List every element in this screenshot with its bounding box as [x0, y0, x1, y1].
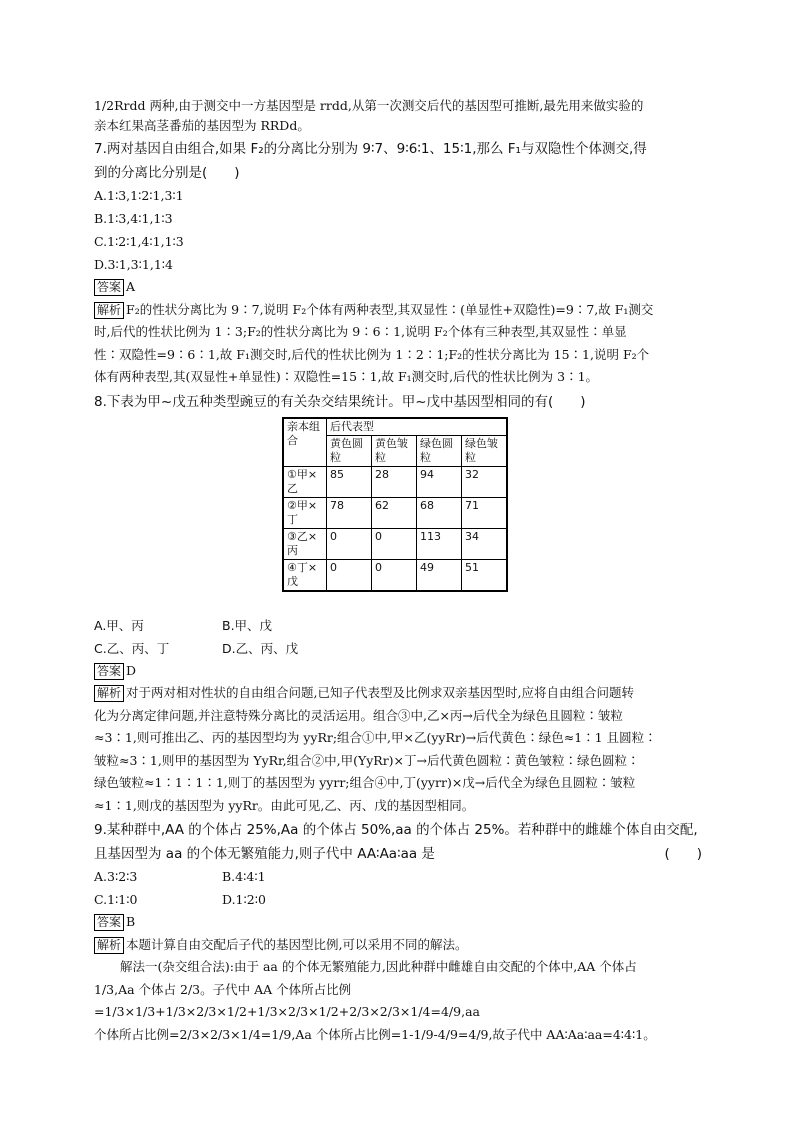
- table-row: [283, 528, 507, 559]
- q8-analysis: [94, 682, 702, 817]
- table-row-label: ②甲×丁: [283, 497, 327, 528]
- table-column-header: 黄色圆粒: [327, 435, 372, 466]
- table-group-header: 后代表型: [327, 418, 508, 436]
- table-row-label: ③乙×丙: [283, 528, 327, 559]
- table-cell: 0: [372, 559, 417, 591]
- q8-options-row-2: [94, 637, 702, 660]
- q7-option-b: B.1∶3,4∶1,1∶3: [94, 211, 173, 226]
- q8-analysis-line: ≈1∶1,则戊的基因型为 yyRr。由此可见,乙、丙、戊的基因型相同。: [94, 797, 475, 813]
- q7-option-c: C.1∶2∶1,4∶1,1∶3: [94, 234, 184, 249]
- q7-option-a: A.1∶3,1∶2∶1,3∶1: [94, 188, 184, 203]
- q9-option-b: B.4∶4∶1: [222, 869, 266, 884]
- table-cell: 0: [372, 528, 417, 559]
- table-cell: 78: [327, 497, 372, 528]
- prev-analysis-line-2: 亲本红果高茎番茄的基因型为 RRDd。: [94, 118, 310, 133]
- q7-analysis-line: 体有两种表型,其(双显性+单显性)∶双隐性=15∶1,故 F₁测交时,后代的性状比例为 3∶1。: [94, 369, 599, 384]
- q9-analysis-line: 个体所占比例=2/3×2/3×1/4=1/9,Aa 个体所占比例=1-1/9-4/9=4/9,故子代中 AA∶Aa∶aa=4∶4∶1。: [94, 1026, 656, 1042]
- q7-stem-line-1: 7.两对基因自由组合,如果 F₂的分离比分别为 9∶7、9∶6∶1、15∶1,那么 F₁与双隐性个体测交,得: [94, 141, 647, 157]
- answer-tag: 答案: [94, 663, 124, 680]
- q7-analysis: [94, 299, 702, 389]
- table-row: [283, 559, 507, 591]
- q9-stem-line-2: [94, 843, 702, 865]
- table-cell: 34: [462, 528, 508, 559]
- q8-option-a: A.甲、丙: [94, 617, 144, 633]
- q8-option-b: B.甲、戊: [222, 617, 273, 633]
- table-cell: 113: [417, 528, 462, 559]
- table-row: [283, 497, 507, 528]
- q9-analysis: [94, 934, 702, 1047]
- q8-analysis-line: 绿色皱粒≈1∶1∶1∶1,则丁的基因型为 yyrr;组合④中,丁(yyrr)×戊→后代全为绿色且圆粒∶皱粒: [94, 775, 636, 790]
- table-cell: 49: [417, 559, 462, 591]
- q8-analysis-line: ≈3∶1,则可推出乙、丙的基因型均为 yyRr;组合①中,甲×乙(yyRr)→后代黄色∶绿色≈1∶1 且圆粒∶: [94, 730, 657, 745]
- q8-analysis-line: 对于两对相对性状的自由组合问题,已知子代表型及比例求双亲基因型时,应将自由组合问题转: [126, 685, 634, 700]
- q7-analysis-line: F₂的性状分离比为 9∶7,说明 F₂个体有两种表型,其双显性∶(单显性+双隐性)=9∶7,故 F₁测交: [126, 301, 654, 317]
- prev-analysis-line-1: 1/2Rrdd 两种,由于测交中一方基因型是 rrdd,从第一次测交后代的基因型可推断,最先用来做实验的: [94, 98, 644, 113]
- analysis-tag: 解析: [94, 302, 124, 319]
- q9-answer-value: B: [126, 914, 136, 929]
- table-cell: 62: [372, 497, 417, 528]
- table-row-label: ①甲×乙: [283, 466, 327, 497]
- q9-analysis-line: 1/3,Aa 个体占 2/3。子代中 AA 个体所占比例=1/3×1/3+1/3×2/3×1/2+1/3×2/3×1/2+2/3×2/3×1/4=4/9,aa: [94, 981, 480, 1019]
- q9-answer: [94, 911, 702, 934]
- q9-option-a: A.3∶2∶3: [94, 869, 138, 884]
- q8-option-d: D.乙、丙、戊: [222, 640, 299, 656]
- table-cell: 68: [417, 497, 462, 528]
- q7-answer-value: A: [126, 279, 136, 294]
- table-cell: 94: [417, 466, 462, 497]
- q9-option-c: C.1∶1∶0: [94, 892, 138, 907]
- q7-analysis-line: 时,后代的性状比例为 1∶3;F₂的性状分离比为 9∶6∶1,说明 F₂个体有三种表型,其双显性∶单显: [94, 324, 627, 339]
- table-cell: 71: [462, 497, 508, 528]
- q9-answer-blank: ( ): [664, 846, 702, 862]
- q8-analysis-line: 皱粒≈3∶1,则甲的基因型为 YyRr,组合②中,甲(YyRr)×丁→后代黄色圆粒∶黄色皱粒∶绿色圆粒∶: [94, 752, 640, 768]
- document-page: [94, 96, 702, 1046]
- q9-stem-line-1: 9.某种群中,AA 的个体占 25%,Aa 的个体占 50%,aa 的个体占 25%。若种群中的雌雄个体自由交配,: [94, 822, 698, 838]
- q8-answer: [94, 660, 702, 683]
- table-cell: 85: [327, 466, 372, 497]
- table-cell: 32: [462, 466, 508, 497]
- table-cell: 28: [372, 466, 417, 497]
- q8-options-row-1: [94, 614, 702, 637]
- table-cell: 0: [327, 559, 372, 591]
- q9-analysis-intro: 本题计算自由交配后子代的基因型比例,可以采用不同的解法。: [126, 936, 468, 952]
- q8-stem: 8.下表为甲~戊五种类型豌豆的有关杂交结果统计。甲~戊中基因型相同的有( ): [94, 393, 586, 410]
- cross-results-table: [282, 417, 508, 592]
- q8-option-c: C.乙、丙、丁: [94, 640, 170, 656]
- answer-tag: 答案: [94, 914, 124, 931]
- q8-analysis-line: 化为分离定律问题,并注意特殊分离比的灵活运用。组合③中,乙×丙→后代全为绿色且圆粒∶皱粒: [94, 707, 623, 723]
- answer-tag: 答案: [94, 279, 124, 296]
- table-row-label: ④丁×戊: [283, 559, 327, 591]
- q9-option-d: D.1∶2∶0: [222, 892, 266, 907]
- q7-analysis-line: 性∶双隐性=9∶6∶1,故 F₁测交时,后代的性状比例为 1∶2∶1;F₂的性状分离比为 15∶1,说明 F₂个: [94, 346, 650, 362]
- table-row: [283, 466, 507, 497]
- table-column-header: 黄色皱粒: [372, 435, 417, 466]
- q8-answer-value: D: [126, 662, 137, 678]
- q9-stem-text: 且基因型为 aa 的个体无繁殖能力,则子代中 AA∶Aa∶aa 是: [94, 846, 435, 862]
- table-corner-header: 亲本组合: [283, 418, 327, 467]
- q9-analysis-line: 解法一(杂交组合法):由于 aa 的个体无繁殖能力,因此种群中雌雄自由交配的个体中,AA 个体占: [120, 959, 637, 974]
- q9-options-row-2: [94, 888, 702, 911]
- analysis-tag: 解析: [94, 937, 124, 954]
- q7-stem-line-2: 到的分离比分别是( ): [94, 165, 240, 181]
- table-cell: 0: [327, 528, 372, 559]
- q7-option-d: D.3∶1,3∶1,1∶4: [94, 257, 173, 272]
- q9-options-row-1: [94, 865, 702, 888]
- table-cell: 51: [462, 559, 508, 591]
- table-column-header: 绿色圆粒: [417, 435, 462, 466]
- table-column-header: 绿色皱粒: [462, 435, 508, 466]
- analysis-tag: 解析: [94, 685, 124, 702]
- q7-answer: [94, 276, 702, 299]
